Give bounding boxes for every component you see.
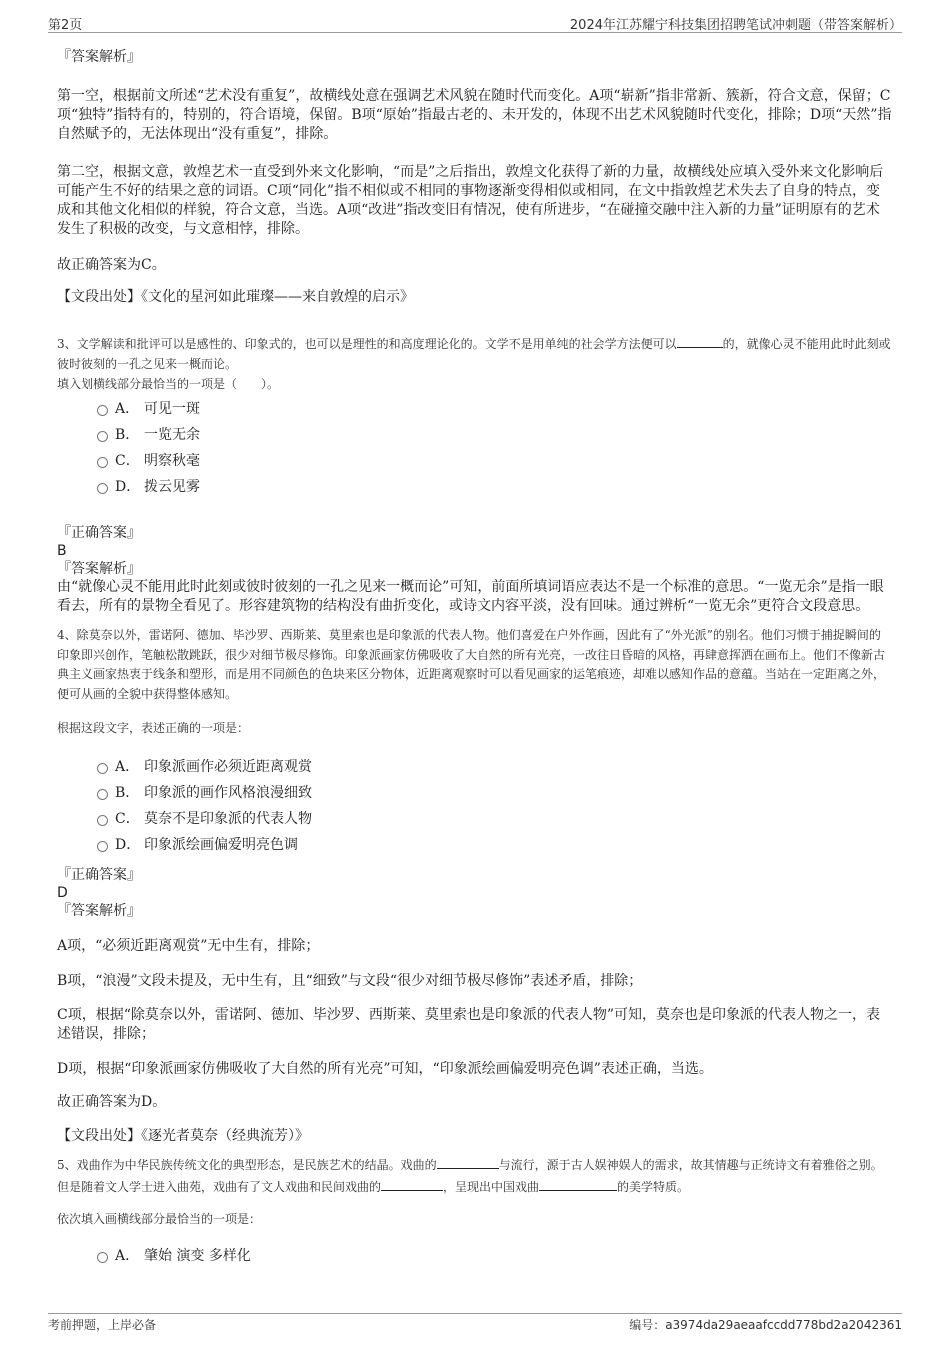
radio-button[interactable] <box>97 789 108 800</box>
analysis-title: 『答案解析』 <box>57 561 141 577</box>
option-c[interactable]: C． 莫奈不是印象派的代表人物 <box>57 806 892 832</box>
correct-answer: D <box>57 885 68 901</box>
page-number: 第2页 <box>48 18 83 33</box>
radio-button[interactable] <box>97 483 108 494</box>
analysis-line-c: C项，根据“除莫奈以外，雷诺阿、德加、毕沙罗、西斯莱、莫里索也是印象派的代表人物”可知，莫奈也是印象派的代表人物之一，表述错误，排除； <box>57 1007 881 1042</box>
answer-blank <box>437 1154 499 1169</box>
analysis-line-b: B项，“浪漫”文段未提及，无中生有，且“细致”与文段“很少对细节极尽修饰”表述矛盾，排除； <box>57 973 643 989</box>
conclusion: 故正确答案为C。 <box>57 257 166 273</box>
source-citation: 【文段出处】《逐光者莫奈（经典流芳）》 <box>57 1128 309 1144</box>
answer-blank <box>677 333 723 348</box>
option-a[interactable]: A． 肇始 演变 多样化 <box>57 1243 892 1269</box>
document-id: 编号：a3974da29aeaafccdd778bd2a2042361 <box>629 1318 902 1332</box>
analysis-line-d: D项，根据“印象派画家仿佛吸收了大自然的所有光亮”可知，“印象派绘画偏爱明亮色调”表述正确，当选。 <box>57 1061 713 1077</box>
document-body <box>57 40 892 1269</box>
answer-blank <box>381 1176 443 1191</box>
question-stem: 3、文学解读和批评可以是感性的、印象式的，也可以是理性的和高度理论化的。文学不是用单纯的社会学方法便可以 的，就像心灵不能用此时此刻或彼时彼刻的一孔之见来一概而论。 <box>57 333 892 374</box>
radio-button[interactable] <box>97 457 108 468</box>
option-b[interactable]: B． 一览无余 <box>57 422 892 448</box>
correct-answer-title: 『正确答案』 <box>57 867 141 883</box>
option-d[interactable]: D． 拨云见雾 <box>57 474 892 500</box>
correct-answer-title: 『正确答案』 <box>57 525 141 541</box>
page-header <box>0 0 950 32</box>
analysis-paragraph: 由“就像心灵不能用此时此刻或彼时彼刻的一孔之见来一概而论”可知，前面所填词语应表达不是一个标准的意思。“一览无余”是指一眼看去，所有的景物全看见了。形容建筑物的结构没有曲折变化，或诗文内容平淡，没有回味。通过辨析“一览无余”更符合文段意思。 <box>57 579 884 614</box>
analysis-line-a: A项，“必须近距离观赏”无中生有，排除； <box>57 938 320 954</box>
radio-button[interactable] <box>97 763 108 774</box>
question-stem: 4、除莫奈以外，雷诺阿、德加、毕沙罗、西斯莱、莫里索也是印象派的代表人物。他们喜爱在户外作画，因此有了“外光派”的别名。他们习惯于捕捉瞬间的印象即兴创作，笔触松散跳跃，很少对细节极尽修饰。印象派画家仿佛吸收了大自然的所有光亮，一改往日昏暗的风格，再肆意挥洒在画布上。他们不像新古典主义画家热衷于线条和塑形，而是用不同颜色的色块来区分物体，近距离观察时可以看见画家的运笔痕迹，却难以感知作品的意蕴。当站在一定距离之外，便可从画的全貌中获得整体感知。 <box>57 628 886 701</box>
document-title: 2024年江苏耀宁科技集团招聘笔试冲刺题（带答案解析） <box>569 18 902 33</box>
radio-button[interactable] <box>97 815 108 826</box>
option-a[interactable]: A． 印象派画作必须近距离观赏 <box>57 754 892 780</box>
source-citation: 【文段出处】《文化的星河如此璀璨——来自敦煌的启示》 <box>57 289 414 305</box>
option-d[interactable]: D． 印象派绘画偏爱明亮色调 <box>57 832 892 858</box>
radio-button[interactable] <box>97 431 108 442</box>
question-stem: 5、戏曲作为中华民族传统文化的典型形态，是民族艺术的结晶。戏曲的 与流行，源于古人娱神娱人的需求，故其情趣与正统诗文有着雅俗之别。但是随着文人学士进入曲苑，戏曲有了文人戏曲和民间戏曲的 ，呈现出中国戏曲 的美学特质。 <box>57 1154 892 1197</box>
options-list <box>57 396 892 500</box>
analysis-paragraph: 第一空，根据前文所述“艺术没有重复”，故横线处意在强调艺术风貌在随时代而变化。A项“崭新”指非常新、簇新，符合文意，保留；C项“独特”指特有的，特别的，符合语境，保留。B项“原始”指最古老的、未开发的，体现不出艺术风貌随时代变化，排除；D项“天然”指自然赋予的，无法体现出“没有重复”，排除。 <box>57 88 892 142</box>
question-instruction: 依次填入画横线部分最恰当的一项是： <box>57 1212 262 1226</box>
question-instruction: 填入划横线部分最恰当的一项是（ ）。 <box>57 377 280 391</box>
footer-divider <box>48 1313 902 1314</box>
radio-button[interactable] <box>97 841 108 852</box>
conclusion: 故正确答案为D。 <box>57 1094 167 1110</box>
radio-button[interactable] <box>97 405 108 416</box>
footer-slogan: 考前押题，上岸必备 <box>48 1318 157 1332</box>
analysis-title: 『答案解析』 <box>57 49 141 65</box>
radio-button[interactable] <box>97 1252 108 1263</box>
option-b[interactable]: B． 印象派的画作风格浪漫细致 <box>57 780 892 806</box>
analysis-title: 『答案解析』 <box>57 903 141 919</box>
correct-answer: B <box>57 543 67 559</box>
header-divider <box>48 32 902 33</box>
options-list <box>57 754 892 858</box>
option-a[interactable]: A． 可见一斑 <box>57 396 892 422</box>
question-instruction: 根据这段文字，表述正确的一项是： <box>57 721 250 735</box>
option-c[interactable]: C． 明察秋毫 <box>57 448 892 474</box>
options-list <box>57 1243 892 1269</box>
answer-blank <box>539 1176 617 1191</box>
analysis-paragraph: 第二空，根据文意，敦煌艺术一直受到外来文化影响，“而是”之后指出，敦煌文化获得了新的力量，故横线处应填入受外来文化影响后可能产生不好的结果之意的词语。C项“同化”指不相似或不相同的事物逐渐变得相似或相同，在文中指敦煌艺术失去了自身的特点，变成和其他文化相似的样貌，符合文意，当选。A项“改进”指改变旧有情况，使有所进步，“在碰撞交融中注入新的力量”证明原有的艺术发生了积极的改变，与文意相悖，排除。 <box>57 164 884 237</box>
